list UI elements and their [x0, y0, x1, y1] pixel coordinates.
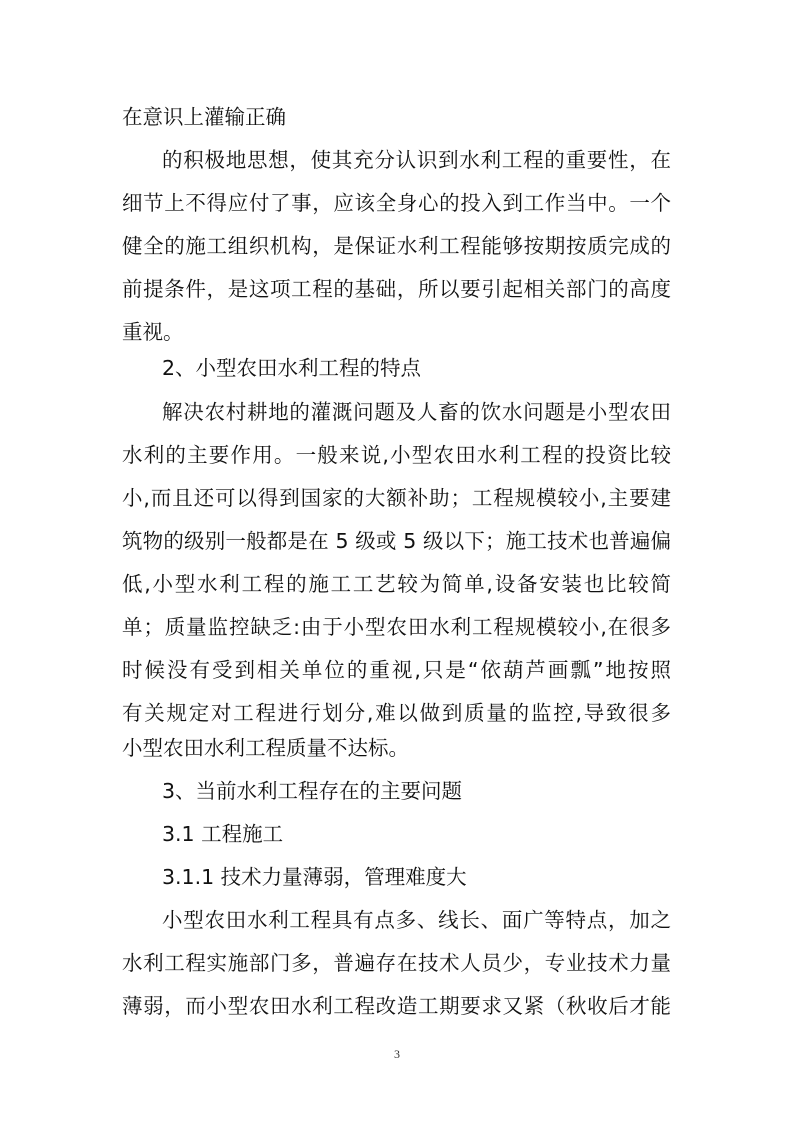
paragraph-first-line: 解决农村耕地的灌溉问题及人畜的饮水问题是小型农田 — [162, 400, 671, 424]
paragraph-first-line: 的积极地思想，使其充分认识到水利工程的重要性，在 — [162, 148, 671, 172]
page-number: 3 — [394, 1047, 400, 1061]
text-line: 薄弱，而小型农田水利工程改造工期要求又紧（秋收后才能 — [122, 994, 671, 1018]
text-line: 前提条件，是这项工程的基础，所以要引起相关部门的高度 — [122, 277, 671, 301]
paragraph-first-line: 小型农田水利工程具有点多、线长、面广等特点，加之 — [162, 908, 671, 932]
subsubsection-heading: 3.1.1 技术力量薄弱，管理难度大 — [162, 865, 467, 889]
section-heading: 2、小型农田水利工程的特点 — [162, 356, 422, 380]
text-line: 健全的施工组织机构，是保证水利工程能够按期按质完成的 — [122, 234, 671, 258]
text-line: 有关规定对工程进行划分,难以做到质量的监控,导致很多 — [122, 701, 671, 725]
text-line: 筑物的级别一般都是在 5 级或 5 级以下；施工技术也普遍偏 — [122, 529, 671, 553]
section-heading: 3、当前水利工程存在的主要问题 — [162, 779, 463, 803]
text-line: 小型农田水利工程质量不达标。 — [122, 736, 409, 760]
text-line: 在意识上灌输正确 — [122, 105, 286, 129]
text-line: 水利的主要作用。一般来说,小型农田水利工程的投资比较 — [122, 443, 671, 467]
text-line: 低,小型水利工程的施工工艺较为简单,设备安装也比较简 — [122, 572, 671, 596]
text-line: 细节上不得应付了事，应该全身心的投入到工作当中。一个 — [122, 191, 671, 215]
text-line: 水利工程实施部门多，普遍存在技术人员少，专业技术力量 — [122, 951, 671, 975]
text-line: 重视。 — [122, 320, 184, 344]
text-line: 单；质量监控缺乏:由于小型农田水利工程规模较小,在很多 — [122, 615, 671, 639]
text-line: 小,而且还可以得到国家的大额补助；工程规模较小,主要建 — [122, 486, 671, 510]
subsection-heading: 3.1 工程施工 — [162, 822, 284, 846]
text-line: 时候没有受到相关单位的重视,只是“依葫芦画瓢”地按照 — [122, 658, 671, 682]
